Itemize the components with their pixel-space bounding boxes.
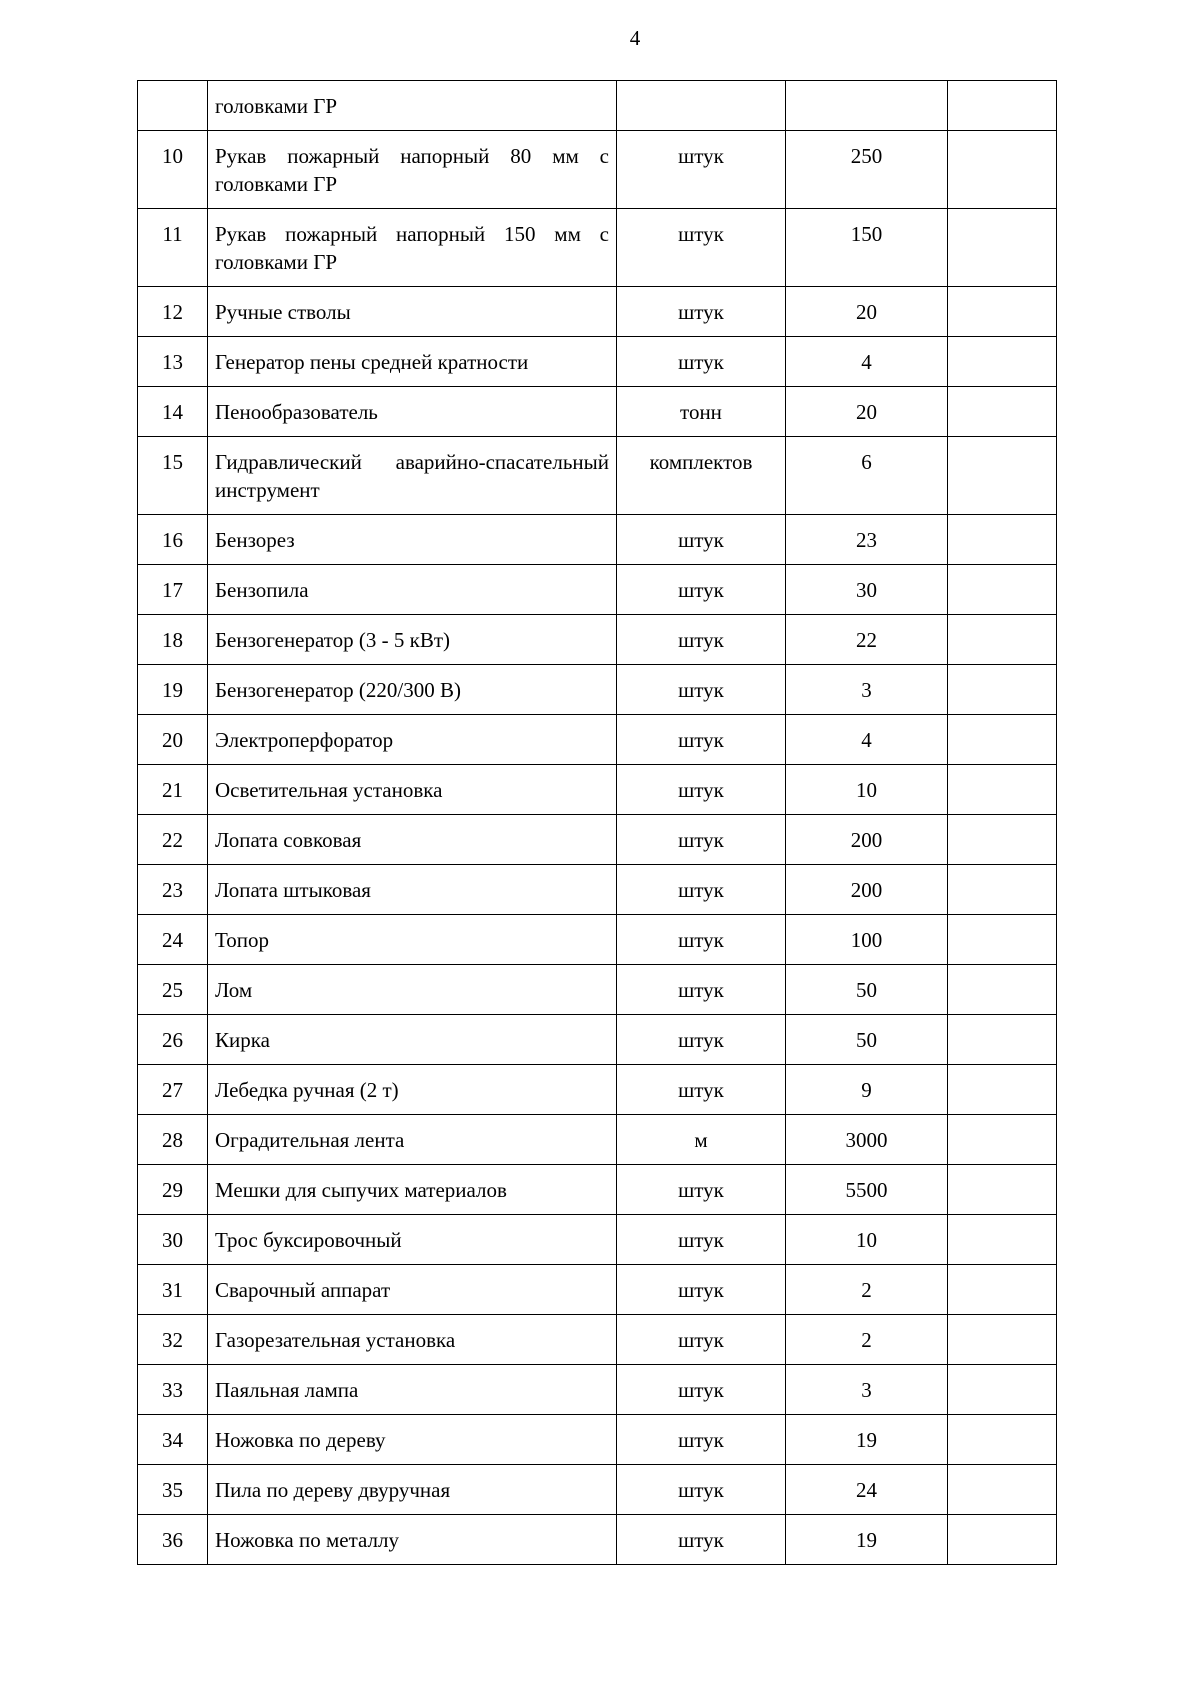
item-name-cell: Электроперфоратор bbox=[208, 715, 617, 765]
unit-cell: штук bbox=[617, 1515, 786, 1565]
unit-cell: штук bbox=[617, 337, 786, 387]
quantity-cell: 5500 bbox=[786, 1165, 948, 1215]
quantity-cell: 150 bbox=[786, 209, 948, 287]
note-cell bbox=[948, 965, 1057, 1015]
item-name-cell: Газорезательная установка bbox=[208, 1315, 617, 1365]
note-cell bbox=[948, 1265, 1057, 1315]
unit-cell: штук bbox=[617, 1315, 786, 1365]
quantity-cell: 250 bbox=[786, 131, 948, 209]
item-name-cell: Лом bbox=[208, 965, 617, 1015]
table-row bbox=[138, 665, 1057, 715]
unit-cell: штук bbox=[617, 915, 786, 965]
table-row bbox=[138, 1465, 1057, 1515]
note-cell bbox=[948, 1065, 1057, 1115]
item-name-cell: Бензогенератор (220/300 В) bbox=[208, 665, 617, 715]
unit-cell bbox=[617, 81, 786, 131]
note-cell bbox=[948, 1165, 1057, 1215]
note-cell bbox=[948, 515, 1057, 565]
unit-cell: комплектов bbox=[617, 437, 786, 515]
row-number-cell: 21 bbox=[138, 765, 208, 815]
quantity-cell: 2 bbox=[786, 1315, 948, 1365]
note-cell bbox=[948, 665, 1057, 715]
row-number-cell: 23 bbox=[138, 865, 208, 915]
quantity-cell: 22 bbox=[786, 615, 948, 665]
row-number-cell: 29 bbox=[138, 1165, 208, 1215]
item-name-cell: Сварочный аппарат bbox=[208, 1265, 617, 1315]
quantity-cell: 10 bbox=[786, 1215, 948, 1265]
note-cell bbox=[948, 337, 1057, 387]
item-name-cell: Бензогенератор (3 - 5 кВт) bbox=[208, 615, 617, 665]
unit-cell: штук bbox=[617, 131, 786, 209]
table-row bbox=[138, 287, 1057, 337]
unit-cell: штук bbox=[617, 965, 786, 1015]
item-name-cell: Осветительная установка bbox=[208, 765, 617, 815]
unit-cell: штук bbox=[617, 1165, 786, 1215]
item-name-cell: Лебедка ручная (2 т) bbox=[208, 1065, 617, 1115]
table-row bbox=[138, 865, 1057, 915]
note-cell bbox=[948, 1315, 1057, 1365]
table-row bbox=[138, 437, 1057, 515]
note-cell bbox=[948, 131, 1057, 209]
equipment-table bbox=[137, 80, 1057, 1565]
item-name-cell: Кирка bbox=[208, 1015, 617, 1065]
note-cell bbox=[948, 1365, 1057, 1415]
note-cell bbox=[948, 81, 1057, 131]
quantity-cell: 30 bbox=[786, 565, 948, 615]
note-cell bbox=[948, 1465, 1057, 1515]
row-number-cell: 12 bbox=[138, 287, 208, 337]
unit-cell: штук bbox=[617, 1265, 786, 1315]
unit-cell: штук bbox=[617, 1065, 786, 1115]
note-cell bbox=[948, 765, 1057, 815]
note-cell bbox=[948, 615, 1057, 665]
quantity-cell: 23 bbox=[786, 515, 948, 565]
unit-cell: штук bbox=[617, 1015, 786, 1065]
quantity-cell: 20 bbox=[786, 287, 948, 337]
table-row bbox=[138, 81, 1057, 131]
quantity-cell bbox=[786, 81, 948, 131]
item-name-cell: Топор bbox=[208, 915, 617, 965]
note-cell bbox=[948, 915, 1057, 965]
item-name-cell: Оградительная лента bbox=[208, 1115, 617, 1165]
table-row bbox=[138, 615, 1057, 665]
note-cell bbox=[948, 437, 1057, 515]
table-row bbox=[138, 1065, 1057, 1115]
item-name-cell: Рукав пожарный напорный 80 мм с головками ГР bbox=[208, 131, 617, 209]
table-row bbox=[138, 1365, 1057, 1415]
table-row bbox=[138, 915, 1057, 965]
quantity-cell: 50 bbox=[786, 1015, 948, 1065]
row-number-cell: 10 bbox=[138, 131, 208, 209]
table-row bbox=[138, 1265, 1057, 1315]
unit-cell: штук bbox=[617, 815, 786, 865]
note-cell bbox=[948, 715, 1057, 765]
item-name-cell: Трос буксировочный bbox=[208, 1215, 617, 1265]
item-name-cell: Ножовка по дереву bbox=[208, 1415, 617, 1465]
row-number-cell: 17 bbox=[138, 565, 208, 615]
item-name-cell: Ручные стволы bbox=[208, 287, 617, 337]
page-number: 4 bbox=[629, 26, 641, 50]
row-number-cell: 27 bbox=[138, 1065, 208, 1115]
quantity-cell: 200 bbox=[786, 815, 948, 865]
note-cell bbox=[948, 1115, 1057, 1165]
note-cell bbox=[948, 565, 1057, 615]
row-number-cell bbox=[138, 81, 208, 131]
unit-cell: штук bbox=[617, 715, 786, 765]
unit-cell: штук bbox=[617, 209, 786, 287]
quantity-cell: 24 bbox=[786, 1465, 948, 1515]
unit-cell: штук bbox=[617, 1415, 786, 1465]
unit-cell: м bbox=[617, 1115, 786, 1165]
item-name-cell: Генератор пены средней кратности bbox=[208, 337, 617, 387]
item-name-cell: Бензорез bbox=[208, 515, 617, 565]
unit-cell: штук bbox=[617, 1365, 786, 1415]
table-row bbox=[138, 1165, 1057, 1215]
quantity-cell: 19 bbox=[786, 1415, 948, 1465]
row-number-cell: 24 bbox=[138, 915, 208, 965]
item-name-cell: Рукав пожарный напорный 150 мм с головками ГР bbox=[208, 209, 617, 287]
quantity-cell: 100 bbox=[786, 915, 948, 965]
quantity-cell: 50 bbox=[786, 965, 948, 1015]
row-number-cell: 14 bbox=[138, 387, 208, 437]
table-row bbox=[138, 815, 1057, 865]
row-number-cell: 26 bbox=[138, 1015, 208, 1065]
row-number-cell: 19 bbox=[138, 665, 208, 715]
table-row bbox=[138, 1115, 1057, 1165]
row-number-cell: 11 bbox=[138, 209, 208, 287]
item-name-cell: головками ГР bbox=[208, 81, 617, 131]
quantity-cell: 6 bbox=[786, 437, 948, 515]
quantity-cell: 19 bbox=[786, 1515, 948, 1565]
row-number-cell: 34 bbox=[138, 1415, 208, 1465]
row-number-cell: 20 bbox=[138, 715, 208, 765]
unit-cell: штук bbox=[617, 1465, 786, 1515]
unit-cell: тонн bbox=[617, 387, 786, 437]
quantity-cell: 2 bbox=[786, 1265, 948, 1315]
row-number-cell: 15 bbox=[138, 437, 208, 515]
table-row bbox=[138, 1315, 1057, 1365]
quantity-cell: 200 bbox=[786, 865, 948, 915]
quantity-cell: 10 bbox=[786, 765, 948, 815]
unit-cell: штук bbox=[617, 665, 786, 715]
unit-cell: штук bbox=[617, 287, 786, 337]
item-name-cell: Лопата совковая bbox=[208, 815, 617, 865]
table-row bbox=[138, 1515, 1057, 1565]
note-cell bbox=[948, 1015, 1057, 1065]
quantity-cell: 20 bbox=[786, 387, 948, 437]
item-name-cell: Ножовка по металлу bbox=[208, 1515, 617, 1565]
table-row bbox=[138, 209, 1057, 287]
note-cell bbox=[948, 815, 1057, 865]
note-cell bbox=[948, 1415, 1057, 1465]
item-name-cell: Паяльная лампа bbox=[208, 1365, 617, 1415]
row-number-cell: 31 bbox=[138, 1265, 208, 1315]
row-number-cell: 35 bbox=[138, 1465, 208, 1515]
quantity-cell: 3000 bbox=[786, 1115, 948, 1165]
quantity-cell: 9 bbox=[786, 1065, 948, 1115]
item-name-cell: Пенообразователь bbox=[208, 387, 617, 437]
note-cell bbox=[948, 1515, 1057, 1565]
unit-cell: штук bbox=[617, 515, 786, 565]
quantity-cell: 3 bbox=[786, 665, 948, 715]
table-row bbox=[138, 387, 1057, 437]
note-cell bbox=[948, 209, 1057, 287]
unit-cell: штук bbox=[617, 765, 786, 815]
table-row bbox=[138, 565, 1057, 615]
note-cell bbox=[948, 1215, 1057, 1265]
unit-cell: штук bbox=[617, 565, 786, 615]
item-name-cell: Бензопила bbox=[208, 565, 617, 615]
unit-cell: штук bbox=[617, 1215, 786, 1265]
row-number-cell: 32 bbox=[138, 1315, 208, 1365]
row-number-cell: 33 bbox=[138, 1365, 208, 1415]
note-cell bbox=[948, 287, 1057, 337]
table-row bbox=[138, 1215, 1057, 1265]
table-row bbox=[138, 1015, 1057, 1065]
row-number-cell: 13 bbox=[138, 337, 208, 387]
note-cell bbox=[948, 387, 1057, 437]
quantity-cell: 3 bbox=[786, 1365, 948, 1415]
unit-cell: штук bbox=[617, 615, 786, 665]
table-row bbox=[138, 715, 1057, 765]
note-cell bbox=[948, 865, 1057, 915]
table-row bbox=[138, 765, 1057, 815]
item-name-cell: Гидравлический аварийно-спасательный инструмент bbox=[208, 437, 617, 515]
row-number-cell: 22 bbox=[138, 815, 208, 865]
quantity-cell: 4 bbox=[786, 337, 948, 387]
item-name-cell: Пила по дереву двуручная bbox=[208, 1465, 617, 1515]
table-row bbox=[138, 515, 1057, 565]
row-number-cell: 28 bbox=[138, 1115, 208, 1165]
row-number-cell: 36 bbox=[138, 1515, 208, 1565]
row-number-cell: 30 bbox=[138, 1215, 208, 1265]
row-number-cell: 18 bbox=[138, 615, 208, 665]
table-row bbox=[138, 337, 1057, 387]
table-row bbox=[138, 131, 1057, 209]
row-number-cell: 16 bbox=[138, 515, 208, 565]
item-name-cell: Мешки для сыпучих материалов bbox=[208, 1165, 617, 1215]
quantity-cell: 4 bbox=[786, 715, 948, 765]
table-row bbox=[138, 965, 1057, 1015]
unit-cell: штук bbox=[617, 865, 786, 915]
table-row bbox=[138, 1415, 1057, 1465]
row-number-cell: 25 bbox=[138, 965, 208, 1015]
item-name-cell: Лопата штыковая bbox=[208, 865, 617, 915]
